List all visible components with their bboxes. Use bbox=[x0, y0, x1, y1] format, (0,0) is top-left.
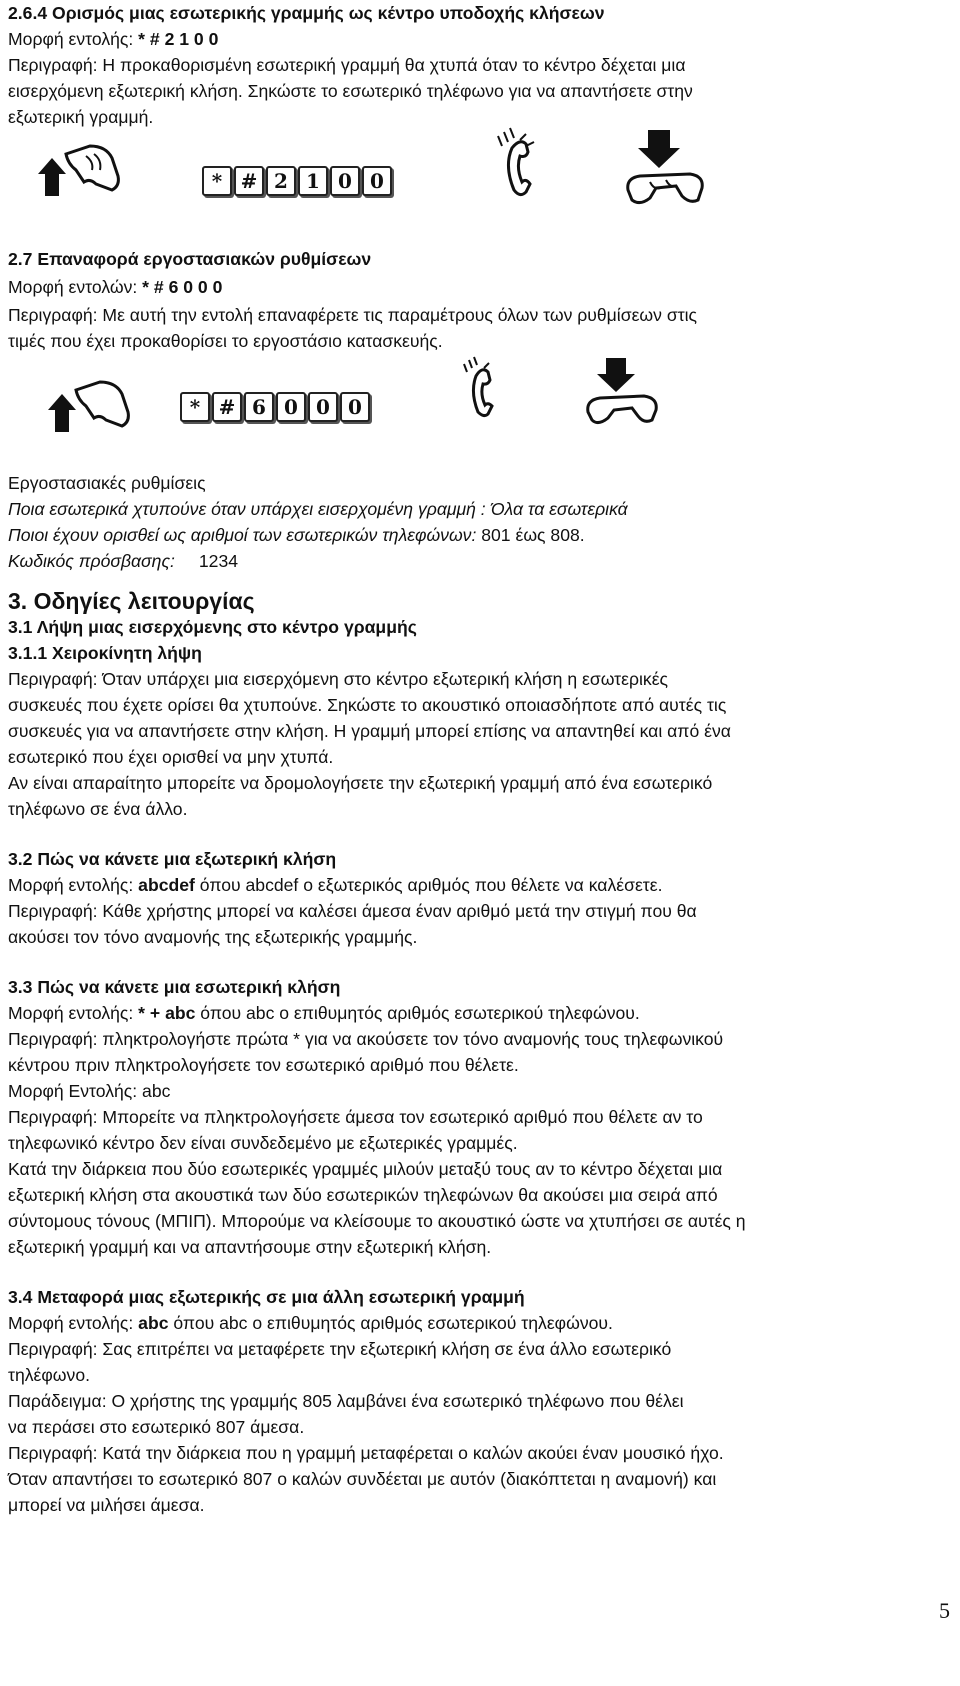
key-button: 0 bbox=[362, 166, 392, 196]
key-button: # bbox=[212, 392, 242, 422]
key-button: 6 bbox=[244, 392, 274, 422]
section-3-1-title: 3.1 Λήψη μιας εισερχόμενης στο κέντρο γραμμής bbox=[8, 617, 417, 637]
section-3-3-line: Περιγραφή: πληκτρολογήστε πρώτα * για να ακούσετε τον τόνο αναμονής τους τηλεφωνικού bbox=[8, 1029, 724, 1049]
key-button: 1 bbox=[298, 166, 328, 196]
ringing-phone-icon bbox=[492, 126, 552, 206]
factory-extension-numbers: Ποιοι έχουν ορισθεί ως αριθμοί των εσωτερικών τηλεφώνων: 801 έως 808. bbox=[8, 525, 585, 545]
section-3-3-line: εξωτερική κλήση στα ακουστικά των δύο εσωτερικών τηλεφώνων θα ακούσει μια σειρά από bbox=[8, 1185, 718, 1205]
factory-ringing-extensions: Ποια εσωτερικά χτυπούνε όταν υπάρχει εισερχομένη γραμμή : Όλα τα εσωτερικά bbox=[8, 499, 628, 519]
key-button: 2 bbox=[266, 166, 296, 196]
section-3-4-format: Μορφή εντολής: abc όπου abc ο επιθυμητός αριθμός εσωτερικού τηλεφώνου. bbox=[8, 1313, 613, 1333]
section-3-3-line: Περιγραφή: Μπορείτε να πληκτρολογήσετε άμεσα τον εσωτερικό αριθμό που θέλετε αν το bbox=[8, 1107, 703, 1127]
section-3-1-1-line: εσωτερικό που έχει ορισθεί να μην χτυπά. bbox=[8, 747, 334, 767]
hand-lift-handset-icon bbox=[32, 140, 122, 205]
section-3-4-line: τηλέφωνο. bbox=[8, 1365, 90, 1385]
keypad-sequence bbox=[202, 166, 392, 196]
section-3-4-line: μπορεί να μιλήσει άμεσα. bbox=[8, 1495, 205, 1515]
section-3-1-1-line: Αν είναι απαραίτητο μπορείτε να δρομολογήσετε την εξωτερική γραμμή από ένα εσωτερικό bbox=[8, 773, 713, 793]
hand-lift-handset-icon bbox=[42, 378, 132, 438]
section-3-3-title: 3.3 Πώς να κάνετε μια εσωτερική κλήση bbox=[8, 977, 341, 997]
section-3-4-line: Παράδειγμα: Ο χρήστης της γραμμής 805 λαμβάνει ένα εσωτερικό τηλέφωνο που θέλει bbox=[8, 1391, 684, 1411]
section-3-2-line: Περιγραφή: Κάθε χρήστης μπορεί να καλέσει άμεσα έναν αριθμό μετά την στιγμή που θα bbox=[8, 901, 697, 921]
key-button: * bbox=[202, 166, 232, 196]
key-button: 0 bbox=[330, 166, 360, 196]
section-3-2-line: ακούσει τον τόνο αναμονής της εξωτερικής γραμμής. bbox=[8, 927, 418, 947]
section-2-7-desc-line: τιμές που έχει προκαθορίσει το εργοστάσιο κατασκευής. bbox=[8, 331, 443, 351]
section-3-4-title: 3.4 Μεταφορά μιας εξωτερικής σε μια άλλη εσωτερική γραμμή bbox=[8, 1287, 525, 1307]
section-3-3-line: σύντομους τόνους (ΜΠΙΠ). Μπορούμε να κλείσουμε το ακουστικό ώστε να χτυπήσει σε αυτές η bbox=[8, 1211, 746, 1231]
factory-settings-heading: Εργοστασιακές ρυθμίσεις bbox=[8, 473, 206, 493]
section-2-7-title: 2.7 Επαναφορά εργοστασιακών ρυθμίσεων bbox=[8, 249, 372, 269]
section-2-6-4-desc-line: εξωτερική γραμμή. bbox=[8, 107, 154, 127]
section-3-4-line: να περάσει στο εσωτερικό 807 άμεσα. bbox=[8, 1417, 305, 1437]
factory-access-code: Κωδικός πρόσβασης: 1234 bbox=[8, 551, 239, 571]
section-3-3-line: κέντρου πριν πληκτρολογήσετε τον εσωτερικό αριθμό που θέλετε. bbox=[8, 1055, 519, 1075]
section-3-3-format: Μορφή εντολής: * + abc όπου abc ο επιθυμητός αριθμός εσωτερικού τηλεφώνου. bbox=[8, 1003, 640, 1023]
page-number: 5 bbox=[939, 1598, 950, 1623]
section-3-1-1-title: 3.1.1 Χειροκίνητη λήψη bbox=[8, 643, 202, 663]
section-3-2-title: 3.2 Πώς να κάνετε μια εξωτερική κλήση bbox=[8, 849, 337, 869]
hand-hangup-handset-icon bbox=[580, 356, 664, 428]
section-2-6-4-title: 2.6.4 Ορισμός μιας εσωτερικής γραμμής ως κέντρο υποδοχής κλήσεων bbox=[8, 3, 605, 23]
key-button: 0 bbox=[276, 392, 306, 422]
section-2-6-4-desc-line: εισερχόμενη εξωτερική κλήση. Σηκώστε το εσωτερικό τηλέφωνο για να απαντήσετε στην bbox=[8, 81, 693, 101]
key-button: 0 bbox=[308, 392, 338, 422]
key-button: 0 bbox=[340, 392, 370, 422]
keypad-sequence bbox=[180, 392, 370, 422]
section-2-7-desc-line: Περιγραφή: Με αυτή την εντολή επαναφέρετε τις παραμέτρους όλων των ρυθμίσεων στις bbox=[8, 305, 698, 325]
section-3-1-1-line: Περιγραφή: Όταν υπάρχει μια εισερχόμενη στο κέντρο εξωτερική κλήση η εσωτερικές bbox=[8, 669, 669, 689]
section-3-1-1-line: συσκευές για να απαντήσετε στην κλήση. Η γραμμή μπορεί επίσης να απαντηθεί και από ένα bbox=[8, 721, 731, 741]
section-3-3-line: τηλεφωνικό κέντρο δεν είναι συνδεδεμένο με εξωτερικές γραμμές. bbox=[8, 1133, 518, 1153]
section-3-title: 3. Οδηγίες λειτουργίας bbox=[8, 588, 255, 614]
section-3-4-line: Περιγραφή: Σας επιτρέπει να μεταφέρετε την εξωτερική κλήση σε ένα άλλο εσωτερικό bbox=[8, 1339, 672, 1359]
section-3-3-line: εξωτερική γραμμή και να απαντήσουμε στην εξωτερική κλήση. bbox=[8, 1237, 492, 1257]
section-3-4-line: Περιγραφή: Κατά την διάρκεια που η γραμμή μεταφέρεται ο καλών ακούει έναν μουσικό ήχο. bbox=[8, 1443, 724, 1463]
section-2-6-4-desc-line: Περιγραφή: Η προκαθορισμένη εσωτερική γραμμή θα χτυπά όταν το κέντρο δέχεται μια bbox=[8, 55, 686, 75]
section-2-6-4-format: Μορφή εντολής: * # 2 1 0 0 bbox=[8, 29, 219, 49]
key-button: # bbox=[234, 166, 264, 196]
section-2-7-format: Μορφή εντολών: * # 6 0 0 0 bbox=[8, 277, 223, 297]
section-3-1-1-line: τηλέφωνο σε ένα άλλο. bbox=[8, 799, 188, 819]
section-3-4-line: Όταν απαντήσει το εσωτερικό 807 ο καλών συνδέεται με αυτόν (διακόπτεται η αναμονή) και bbox=[8, 1469, 717, 1489]
section-3-1-1-line: συσκευές που έχετε ορίσει θα χτυπούνε. Σηκώστε το ακουστικό οποιασδήποτε από αυτές τις bbox=[8, 695, 727, 715]
section-3-3-line: Μορφή Εντολής: abc bbox=[8, 1081, 171, 1101]
ringing-phone-icon bbox=[460, 356, 510, 426]
section-3-3-line: Κατά την διάρκεια που δύο εσωτερικές γραμμές μιλούν μεταξύ τους αν το κέντρο δέχεται μια bbox=[8, 1159, 723, 1179]
section-3-2-format: Μορφή εντολής: abcdef όπου abcdef ο εξωτερικός αριθμός που θέλετε να καλέσετε. bbox=[8, 875, 663, 895]
hand-hangup-handset-icon bbox=[620, 128, 710, 208]
key-button: * bbox=[180, 392, 210, 422]
